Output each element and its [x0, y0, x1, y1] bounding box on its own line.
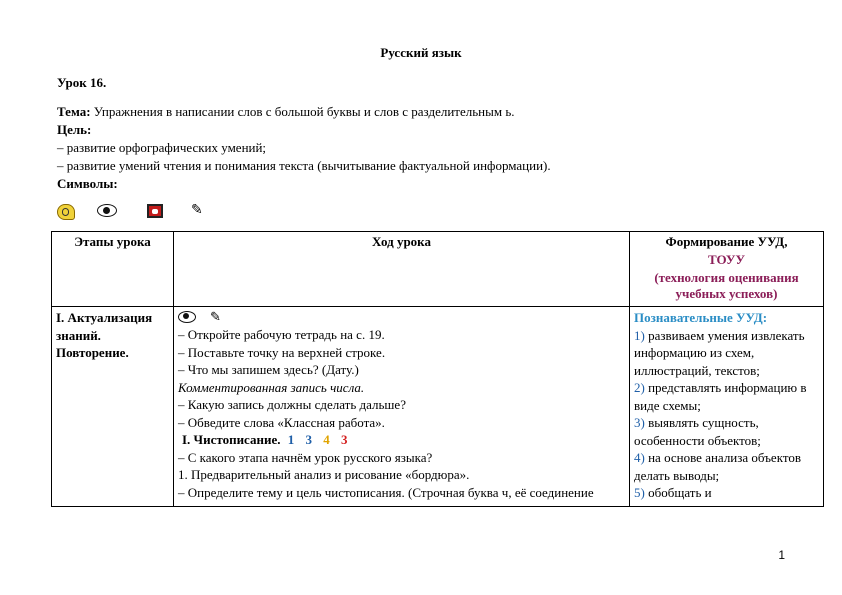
symbols-label: Символы:: [57, 176, 118, 191]
picture-icon: [147, 204, 163, 218]
eye-icon: [97, 204, 117, 217]
table-header-row: [52, 232, 824, 307]
lesson-number: Урок 16.: [57, 75, 107, 90]
calligraphy-num: 3: [340, 432, 348, 447]
uud-text: на основе анализа объектов делать выводы;: [634, 450, 801, 483]
progress-italic-line: Комментированная запись числа.: [178, 379, 365, 395]
page-title: Русский язык: [380, 45, 462, 60]
calligraphy-num: 3: [305, 432, 312, 447]
page-number: 1: [778, 548, 785, 562]
topic-line: [57, 104, 515, 120]
uud-num: 5): [634, 485, 645, 500]
goal-label: Цель:: [57, 122, 92, 137]
progress-line: – Что мы запишем здесь? (Дату.): [178, 362, 359, 377]
pen-icon: ✎: [191, 203, 203, 218]
goal-item: – развитие орфографических умений;: [57, 140, 267, 155]
pen-icon: ✎: [210, 309, 221, 324]
calligraphy-num: 1: [287, 432, 295, 447]
uud-item: [634, 484, 819, 502]
uud-text: представлять информацию в виде схемы;: [634, 380, 807, 413]
progress-line: – Определите тему и цель чистописания. (Строчная буква ч, её соединение: [178, 484, 594, 500]
stage-title: I. Актуализация знаний.: [56, 310, 153, 343]
stage-subtitle: Повторение.: [56, 345, 129, 360]
progress-line: – Обведите слова «Классная работа».: [178, 414, 385, 430]
table-row: [52, 307, 824, 507]
uud-num: 1): [634, 327, 645, 343]
lesson-table: [51, 231, 824, 507]
calligraphy-label: I. Чистописание.: [182, 432, 281, 447]
uud-text: обобщать и: [648, 485, 712, 500]
header-uud-line1: Формирование УУД,: [665, 234, 788, 249]
goal-item: – развитие умений чтения и понимания текста (вычитывание фактуальной информации).: [57, 158, 551, 173]
progress-cell: [174, 307, 630, 507]
uud-num: 4): [634, 450, 645, 465]
uud-num: 3): [634, 415, 645, 430]
row-icons: [178, 309, 625, 325]
uud-item: [634, 414, 819, 449]
progress-line: 1. Предварительный анализ и рисование «бордюра».: [178, 467, 470, 482]
ear-icon: [57, 204, 75, 220]
topic-text: Упражнения в написании слов с большой буквы и слов с разделительным ь.: [93, 104, 515, 119]
header-progress: Ход урока: [174, 232, 630, 307]
uud-text: развиваем умения извлекать информацию из схем, иллюстраций, текстов;: [634, 327, 805, 378]
uud-item: [634, 379, 819, 414]
progress-line: – С какого этапа начнём урок русского языка?: [178, 449, 433, 465]
progress-line: – Какую запись должны сделать дальше?: [178, 397, 406, 412]
uud-cell: [630, 307, 824, 507]
eye-icon: [178, 311, 196, 323]
uud-num: 2): [634, 380, 645, 395]
header-uud-line3: (технология оценивания учебных успехов): [654, 270, 799, 301]
calligraphy-num: 4: [323, 432, 330, 447]
progress-line: – Откройте рабочую тетрадь на с. 19.: [178, 327, 385, 342]
header-uud: [630, 232, 824, 307]
uud-text: выявлять сущность, особенности объектов;: [634, 415, 761, 448]
stage-cell: [52, 307, 174, 507]
uud-item: [634, 449, 819, 484]
header-uud-line2: ТОУУ: [708, 252, 745, 267]
uud-item: [634, 327, 819, 380]
calligraphy-line: [178, 431, 625, 449]
progress-line: – Поставьте точку на верхней строке.: [178, 344, 386, 360]
uud-title: Познавательные УУД:: [634, 310, 768, 325]
topic-label: Тема:: [57, 104, 91, 119]
header-stages: Этапы урока: [52, 232, 174, 307]
